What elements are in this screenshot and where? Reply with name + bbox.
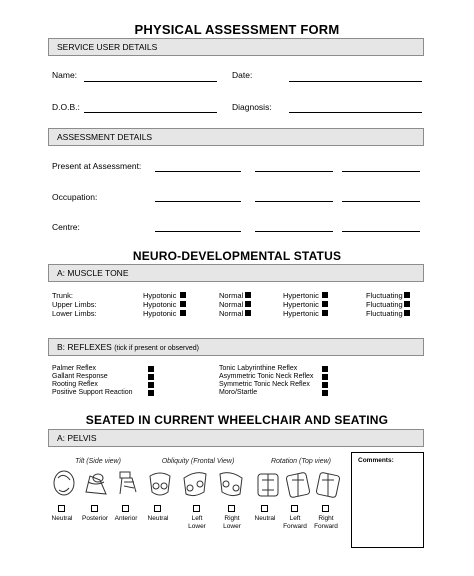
reflex-label: Rooting Reflex bbox=[52, 381, 98, 388]
checkbox[interactable] bbox=[122, 505, 129, 512]
option-label: Fluctuating bbox=[366, 291, 403, 300]
dob-label: D.O.B.: bbox=[52, 102, 80, 112]
checkbox[interactable] bbox=[322, 390, 328, 396]
centre-field-1[interactable] bbox=[155, 231, 241, 232]
option-label: Normal bbox=[219, 309, 244, 318]
checkbox[interactable] bbox=[180, 310, 186, 316]
present-field-1[interactable] bbox=[155, 171, 241, 172]
checkbox[interactable] bbox=[148, 382, 154, 388]
option-label: Hypertonic bbox=[283, 291, 319, 300]
checkbox[interactable] bbox=[322, 382, 328, 388]
checkbox[interactable] bbox=[228, 505, 235, 512]
occupation-field-3[interactable] bbox=[342, 201, 420, 202]
option-label: Normal bbox=[219, 300, 244, 309]
diagnosis-field[interactable] bbox=[289, 112, 422, 113]
option-label: Hypotonic bbox=[143, 291, 177, 300]
checkbox[interactable] bbox=[404, 310, 410, 316]
centre-field-3[interactable] bbox=[342, 231, 420, 232]
name-label: Name: bbox=[52, 70, 78, 80]
row-label: Upper Limbs: bbox=[52, 300, 97, 309]
form-title: PHYSICAL ASSESSMENT FORM bbox=[134, 22, 340, 37]
date-field[interactable] bbox=[289, 81, 422, 82]
option-label: Fluctuating bbox=[366, 309, 403, 318]
reflexes-note: (tick if present or observed) bbox=[114, 345, 199, 352]
obliquity-option-label: Left Lower bbox=[188, 515, 206, 530]
obliquity-option-label: Right Lower bbox=[223, 515, 241, 530]
checkbox[interactable] bbox=[322, 366, 328, 372]
checkbox[interactable] bbox=[404, 301, 410, 307]
centre-label: Centre: bbox=[52, 222, 80, 232]
checkbox[interactable] bbox=[322, 310, 328, 316]
option-label: Hypertonic bbox=[283, 309, 319, 318]
obliquity-caption: Obliquity (Frontal View) bbox=[161, 458, 235, 465]
reflex-label: Symmetric Tonic Neck Reflex bbox=[219, 381, 310, 388]
reflexes-title: B: REFLEXES bbox=[57, 342, 112, 352]
tilt-option-label: Posterior bbox=[81, 515, 108, 522]
present-label: Present at Assessment: bbox=[52, 161, 142, 171]
neuro-title: NEURO-DEVELOPMENTAL STATUS bbox=[132, 249, 342, 263]
row-label: Lower Limbs: bbox=[52, 309, 97, 318]
present-field-2[interactable] bbox=[255, 171, 333, 172]
assessment-header: ASSESSMENT DETAILS bbox=[48, 128, 424, 146]
dob-field[interactable] bbox=[84, 112, 217, 113]
rotation-figures-icon bbox=[252, 468, 344, 502]
rotation-option-label: Neutral bbox=[254, 515, 276, 522]
checkbox[interactable] bbox=[245, 310, 251, 316]
option-label: Fluctuating bbox=[366, 300, 403, 309]
checkbox[interactable] bbox=[245, 292, 251, 298]
date-label: Date: bbox=[232, 70, 253, 80]
diagnosis-label: Diagnosis: bbox=[232, 102, 272, 112]
pelvis-header: A: PELVIS bbox=[48, 429, 424, 447]
obliquity-figures-icon bbox=[144, 468, 252, 502]
occupation-field-2[interactable] bbox=[255, 201, 333, 202]
comments-box[interactable] bbox=[351, 452, 424, 548]
checkbox[interactable] bbox=[261, 505, 268, 512]
present-field-3[interactable] bbox=[342, 171, 420, 172]
seating-title: SEATED IN CURRENT WHEELCHAIR AND SEATING bbox=[85, 413, 389, 427]
checkbox[interactable] bbox=[58, 505, 65, 512]
tilt-option-label: Neutral bbox=[51, 515, 73, 522]
tilt-figures-icon bbox=[50, 468, 148, 502]
name-field[interactable] bbox=[84, 81, 217, 82]
checkbox[interactable] bbox=[148, 366, 154, 372]
service-user-header: SERVICE USER DETAILS bbox=[48, 38, 424, 56]
reflex-label: Moro/Startle bbox=[219, 389, 258, 396]
obliquity-option-label: Neutral bbox=[147, 515, 169, 522]
checkbox[interactable] bbox=[148, 390, 154, 396]
reflexes-header bbox=[48, 338, 424, 356]
checkbox[interactable] bbox=[193, 505, 200, 512]
occupation-field-1[interactable] bbox=[155, 201, 241, 202]
muscle-tone-header: A: MUSCLE TONE bbox=[48, 264, 424, 282]
checkbox[interactable] bbox=[322, 505, 329, 512]
checkbox[interactable] bbox=[322, 292, 328, 298]
checkbox[interactable] bbox=[148, 374, 154, 380]
comments-label: Comments: bbox=[358, 457, 394, 464]
checkbox[interactable] bbox=[180, 301, 186, 307]
option-label: Hypotonic bbox=[143, 300, 177, 309]
pelvis-diagram-panel bbox=[48, 454, 344, 550]
checkbox[interactable] bbox=[322, 374, 328, 380]
option-label: Hypotonic bbox=[143, 309, 177, 318]
row-label: Trunk: bbox=[52, 291, 73, 300]
rotation-caption: Rotation (Top view) bbox=[270, 458, 332, 465]
reflex-label: Tonic Labyrinthine Reflex bbox=[219, 365, 298, 372]
reflex-label: Gallant Response bbox=[52, 373, 108, 380]
checkbox[interactable] bbox=[404, 292, 410, 298]
checkbox[interactable] bbox=[322, 301, 328, 307]
checkbox[interactable] bbox=[180, 292, 186, 298]
rotation-option-label: Left Forward bbox=[283, 515, 307, 530]
occupation-label: Occupation: bbox=[52, 192, 98, 202]
checkbox[interactable] bbox=[154, 505, 161, 512]
reflex-label: Positive Support Reaction bbox=[52, 389, 133, 396]
reflex-label: Asymmetric Tonic Neck Reflex bbox=[219, 373, 314, 380]
rotation-option-label: Right Forward bbox=[314, 515, 338, 530]
checkbox[interactable] bbox=[245, 301, 251, 307]
checkbox[interactable] bbox=[291, 505, 298, 512]
option-label: Hypertonic bbox=[283, 300, 319, 309]
tilt-caption: Tilt (Side view) bbox=[75, 458, 121, 465]
checkbox[interactable] bbox=[91, 505, 98, 512]
reflex-label: Palmer Reflex bbox=[52, 365, 96, 372]
option-label: Normal bbox=[219, 291, 244, 300]
centre-field-2[interactable] bbox=[255, 231, 333, 232]
tilt-option-label: Anterior bbox=[114, 515, 138, 522]
